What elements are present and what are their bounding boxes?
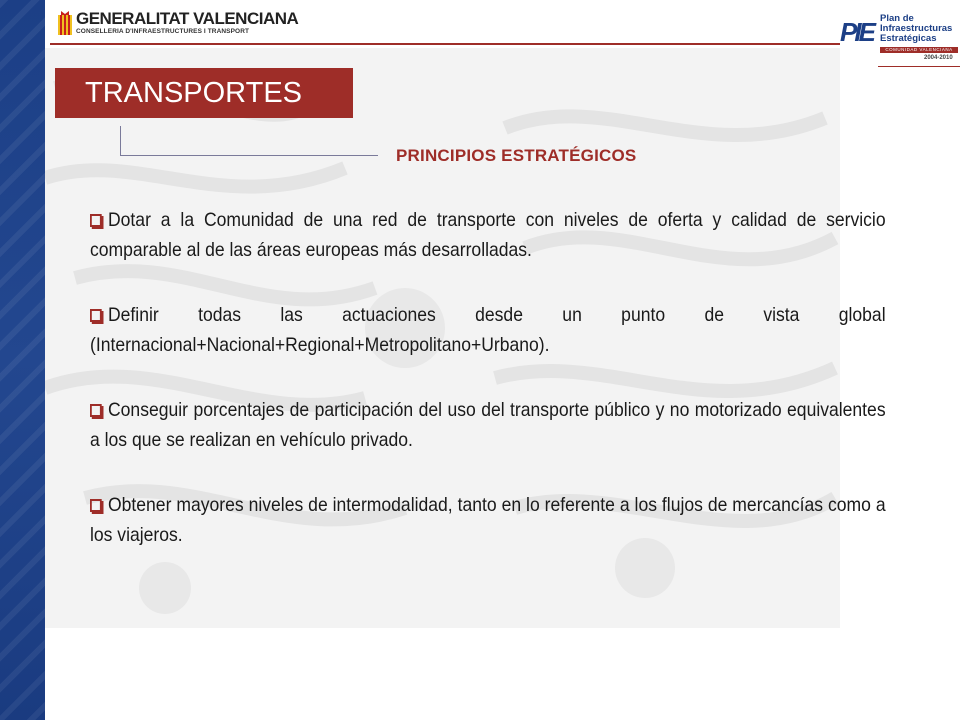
bullet-item — [90, 300, 886, 360]
bullet-list — [90, 205, 886, 585]
org-name: GENERALITAT VALENCIANA — [76, 9, 299, 28]
header-rule-right — [878, 66, 960, 67]
left-decorative-strip — [0, 0, 45, 720]
bullet-text: Definir todas las actuaciones desde un punto de vista global (Internacional+Nacional+Regional+Metropolitano+Urbano). — [90, 304, 886, 356]
checkbox-bullet-icon — [90, 214, 102, 227]
plan-band: COMUNIDAD VALENCIANA — [880, 47, 958, 53]
plan-logo — [838, 14, 960, 66]
header-rule — [50, 43, 840, 45]
slide-title: TRANSPORTES — [55, 68, 353, 118]
title-connector-vertical — [120, 126, 121, 156]
bullet-text: Obtener mayores niveles de intermodalidad, tanto en lo referente a los flujos de mercancías como a los viajeros. — [90, 494, 886, 546]
plan-line-2: Infraestructuras — [880, 23, 953, 34]
checkbox-bullet-icon — [90, 499, 102, 512]
bullet-text: Conseguir porcentajes de participación del uso del transporte público y no motorizado equivalentes a los que se realizan en vehículo privado. — [90, 399, 886, 451]
checkbox-bullet-icon — [90, 309, 102, 322]
bullet-item — [90, 205, 886, 265]
org-subtitle: CONSELLERIA D'INFRAESTRUCTURES I TRANSPORT — [76, 28, 250, 35]
title-connector-horizontal — [120, 155, 378, 156]
bullet-text: Dotar a la Comunidad de una red de transporte con niveles de oferta y calidad de servicio comparable al de las áreas europeas más desarrolladas. — [90, 209, 886, 261]
plan-line-1: Plan de — [880, 13, 914, 24]
plan-line-3: Estratégicas — [880, 33, 937, 44]
slide-subtitle: PRINCIPIOS ESTRATÉGICOS — [396, 146, 637, 165]
generalitat-logo — [58, 10, 298, 40]
crest-icon — [58, 11, 72, 35]
checkbox-bullet-icon — [90, 404, 102, 417]
plan-years: 2004-2010 — [924, 55, 953, 61]
bullet-item — [90, 395, 886, 455]
bullet-item — [90, 490, 886, 550]
plan-mark: PIE — [840, 17, 873, 47]
